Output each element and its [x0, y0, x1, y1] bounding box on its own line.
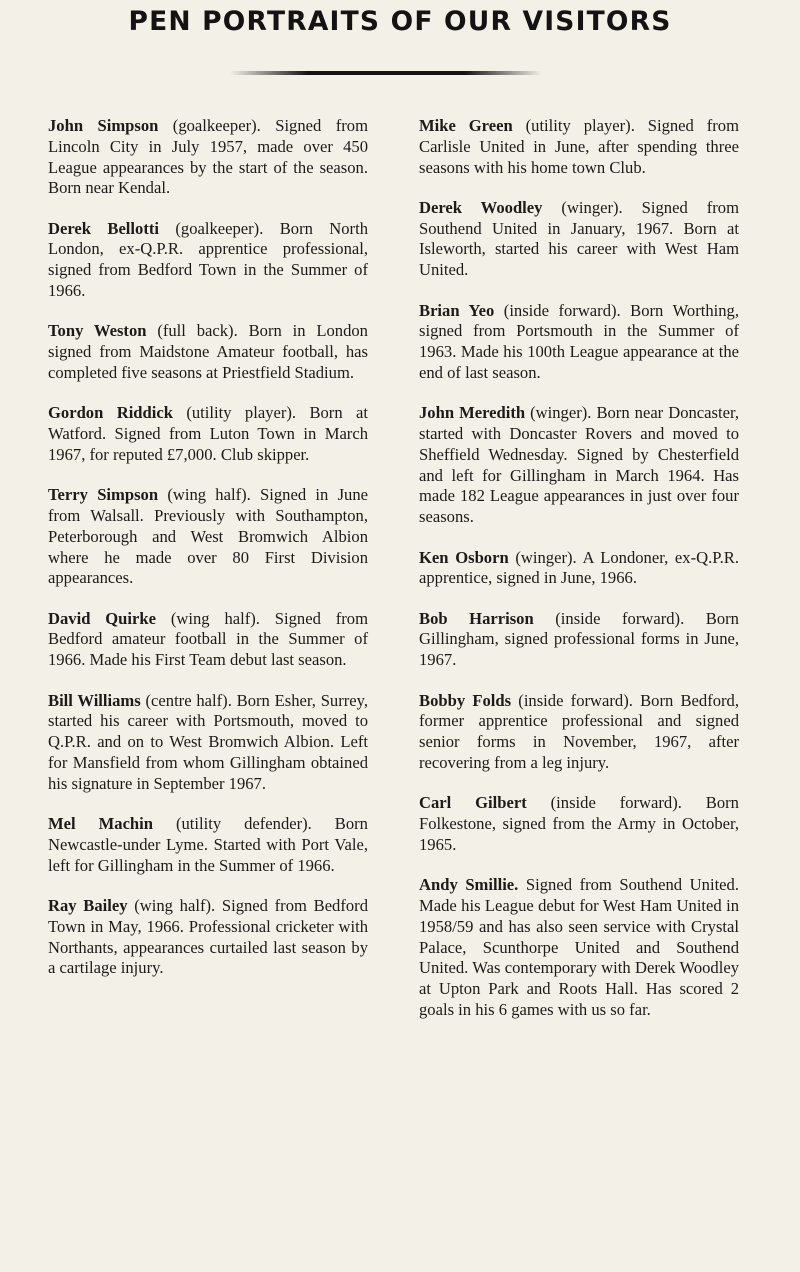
player-name: Bob Harrison [419, 608, 534, 628]
player-description: (utility player). Signed from Carlisle United in June, after spending three seasons with his home town Club. [419, 116, 740, 177]
player-entry [419, 116, 739, 178]
player-description: (inside forward). Born Worthing, signed from Portsmouth in the Summer of 1963. Made his 100th League appearance at the end of last season. [419, 300, 739, 382]
player-description: (wing half). Signed from Bedford amateur football in the Summer of 1966. Made his First Team debut last season. [48, 608, 368, 670]
player-name: John Meredith [419, 403, 526, 423]
player-description: (winger). Born near Doncaster, started with Doncaster Rovers and moved to Sheffield Wednesday. Signed by Chesterfield and left for Gillingham in March 1964. Has made 182 League appearances in just over four seasons. [419, 403, 739, 527]
player-description: (winger). Signed from Southend United in January, 1967. Born at Isleworth, started his career with West Ham United. [419, 197, 739, 280]
player-description: (full back). Born in London signed from Maidstone Amateur football, has completed five seasons at Priestfield Stadium. [48, 321, 368, 382]
player-name: Derek Woodley [419, 197, 543, 217]
player-name: Brian Yeo [419, 300, 495, 320]
player-entry [48, 609, 368, 671]
player-name: Gordon Riddick [48, 403, 173, 423]
player-name: Bobby Folds [419, 690, 512, 710]
player-name: Bill Williams [48, 690, 141, 710]
player-description: (wing half). Signed from Bedford Town in May, 1966. Professional cricketer with Northants, appearances curtailed last season by a cartilage injury. [48, 895, 368, 978]
player-name: Tony Weston [48, 321, 147, 341]
player-entry [48, 485, 368, 589]
player-entry [48, 116, 368, 199]
player-name: Ken Osborn [419, 547, 509, 567]
player-entry [48, 814, 368, 876]
player-entry [419, 875, 739, 1021]
player-entry [48, 219, 368, 302]
player-entry [419, 691, 739, 774]
player-name: Andy Smillie. [419, 875, 519, 895]
player-entry [419, 301, 739, 384]
player-name: Derek Bellotti [48, 218, 159, 238]
player-description: (inside forward). Born Bedford, former apprentice professional and signed senior forms in November, 1967, after recovering from a leg injury. [419, 690, 740, 772]
right-column [419, 116, 739, 1040]
player-entry [419, 793, 739, 855]
player-name: Mike Green [419, 116, 513, 135]
page-title: PEN PORTRAITS OF OUR VISITORS [128, 6, 672, 37]
player-entry [419, 548, 739, 590]
player-description: (goalkeeper). Signed from Lincoln City in July 1957, made over 450 League appearances by the start of the season. Born near Kendal. [48, 116, 368, 198]
player-entry [48, 691, 368, 795]
player-name: Terry Simpson [48, 485, 159, 505]
player-name: John Simpson [48, 116, 159, 135]
player-description: (utility defender). Born Newcastle-under Lyme. Started with Port Vale, left for Gillingham in the Summer of 1966. [48, 814, 368, 875]
player-name: Ray Bailey [48, 895, 128, 915]
player-description: (winger). A Londoner, ex-Q.P.R. apprentice, signed in June, 1966. [419, 547, 739, 588]
player-entry [48, 403, 368, 465]
player-description: Signed from Southend United. Made his League debut for West Ham United in 1958/59 and has also seen service with Crystal Palace, Scunthorpe United and Southend United. Was contemporary with Derek Woodley at Upton Park and Roots Hall. Has scored 2 goals in his 6 games with us so far. [419, 875, 739, 1019]
player-description: (goalkeeper). Born North London, ex-Q.P.R. apprentice professional, signed from Bedford Town in the Summer of 1966. [48, 218, 368, 301]
player-entry [419, 198, 739, 281]
player-description: (inside forward). Born Folkestone, signed from the Army in October, 1965. [419, 793, 739, 854]
player-description: (inside forward). Born Gillingham, signed professional forms in June, 1967. [419, 608, 739, 670]
player-entry [419, 609, 739, 671]
title-rule [230, 71, 542, 75]
player-entry [48, 321, 368, 383]
player-name: Carl Gilbert [419, 793, 527, 813]
player-description: (wing half). Signed in June from Walsall. Previously with Southampton, Peterborough and West Bromwich Albion where he made over 80 First Division appearances. [48, 485, 368, 588]
player-description: (utility player). Born at Watford. Signed from Luton Town in March 1967, for reputed £7,000. Club skipper. [48, 403, 368, 464]
player-entry [419, 403, 739, 528]
left-column [48, 116, 368, 999]
player-name: Mel Machin [48, 814, 153, 834]
player-entry [48, 896, 368, 979]
player-name: David Quirke [48, 608, 156, 628]
player-description: (centre half). Born Esher, Surrey, started his career with Portsmouth, moved to Q.P.R. and on to West Bromwich Albion. Left for Mansfield from whom Gillingham obtained his signature in September 1967. [48, 690, 369, 793]
